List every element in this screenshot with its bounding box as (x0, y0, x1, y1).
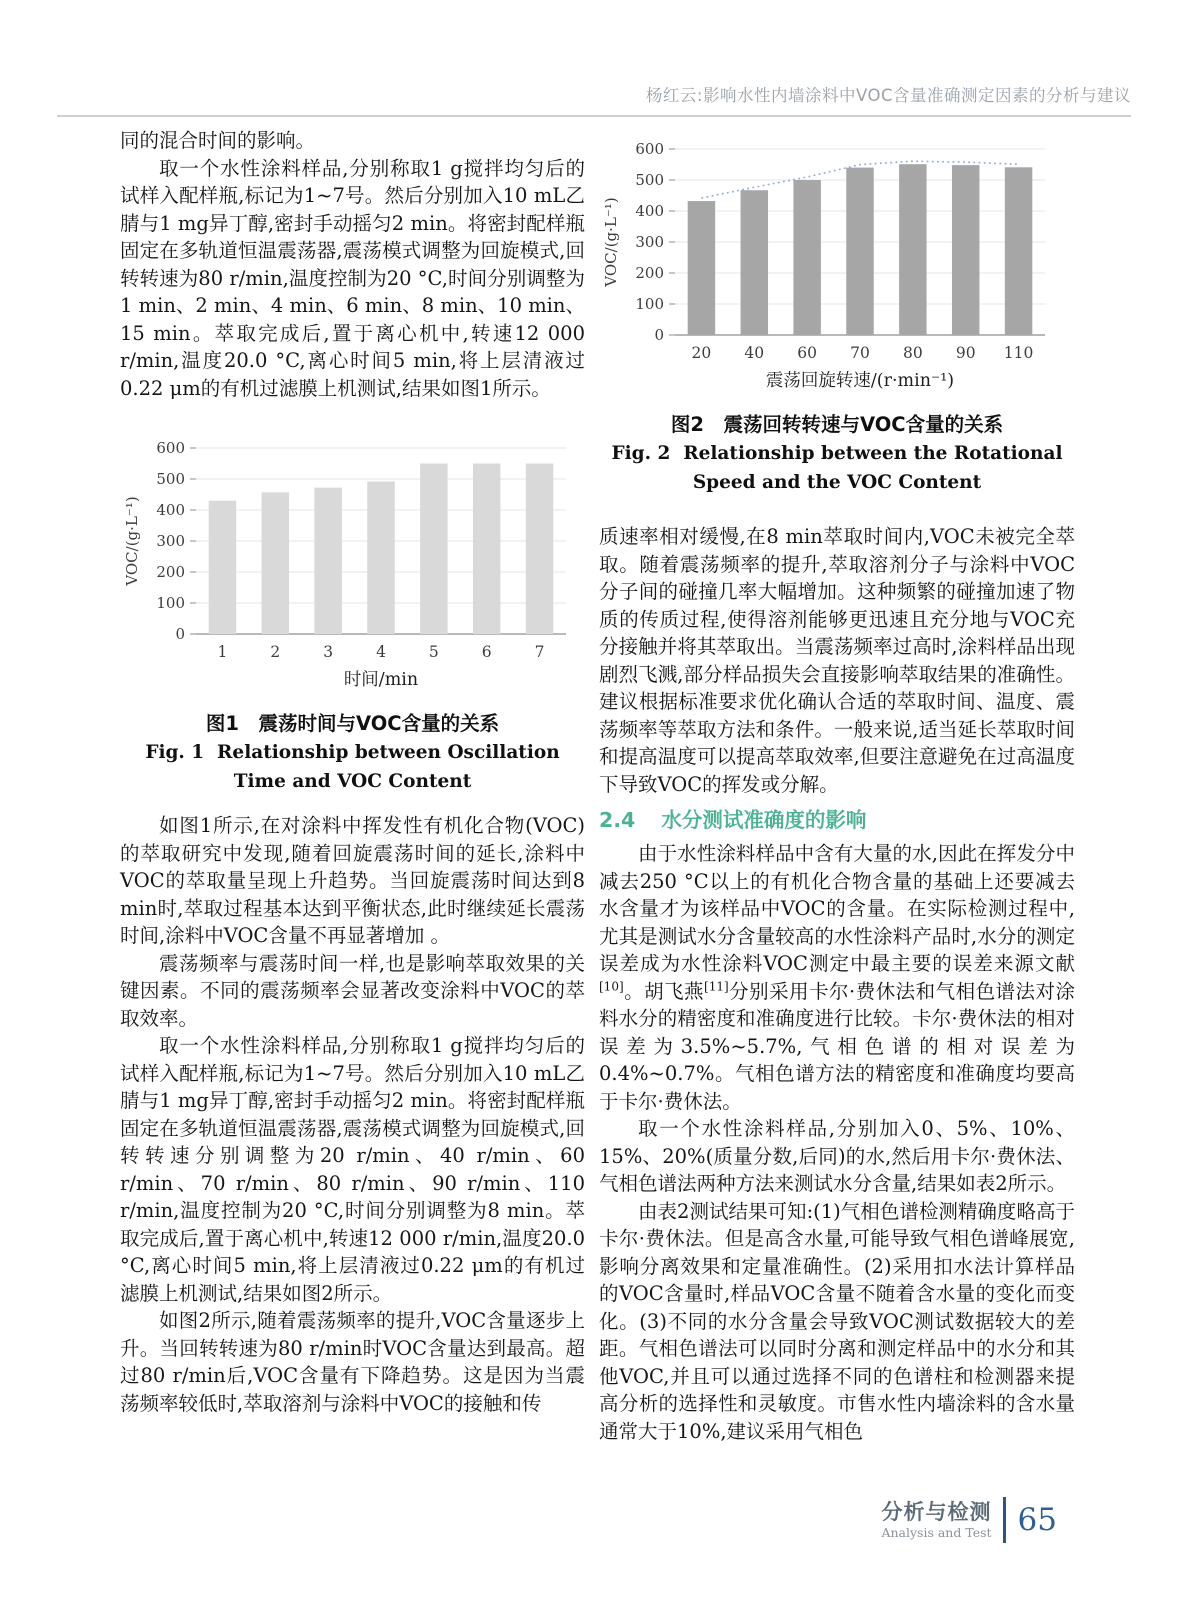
svg-text:300: 300 (635, 233, 664, 251)
svg-text:5: 5 (428, 643, 439, 661)
svg-text:200: 200 (635, 264, 664, 282)
svg-text:60: 60 (797, 344, 818, 362)
paragraph-continuation: 同的混合时间的影响。 (120, 129, 316, 152)
section-title: 水分测试准确度的影响 (661, 808, 867, 832)
svg-text:70: 70 (850, 344, 870, 362)
two-column-body (120, 127, 1075, 1445)
paragraph-text: 由于水性涂料样品中含有大量的水,因此在挥发分中减去250 °C以上的有机化合物含量的基础上还要减去水含量才为该样品中VOC的含量。在实际检测过程中,尤其是测试水分含量较高的水性涂料产品时,水分的测定误差成为水性涂料VOC测定中最主要的误差来源文献 (599, 842, 1075, 975)
svg-text:80: 80 (902, 344, 923, 362)
section-number: 2.4 (599, 808, 636, 832)
svg-text:500: 500 (635, 171, 664, 189)
svg-text:600: 600 (156, 439, 185, 457)
svg-text:3: 3 (323, 643, 334, 661)
page-number: 65 (1017, 1502, 1057, 1538)
journal-section-name (881, 1501, 991, 1540)
paragraph: 由表2测试结果可知:(1)气相色谱检测精确度略高于卡尔·费休法。但是高含水量,可能导致气相色谱峰展宽,影响分离效果和定量准确性。(2)采用扣水法计算样品的VOC含量时,样品VOC含量不随着含水量的变化而变化。(3)不同的水分含量会导致VOC测试数据较大的差距。气相色谱法可以同时分离和测定样品中的水分和其他VOC,并且可以通过选择不同的色谱柱和检测器来提高分析的选择性和灵敏度。市售水性内墙涂料的含水量通常大于10%,建议采用气相色 (599, 1199, 1075, 1443)
citation-ref-11: [11] (704, 979, 729, 993)
left-column (120, 127, 585, 1445)
svg-text:7: 7 (534, 643, 545, 661)
figure-2 (599, 135, 1075, 497)
figure-2-caption-zh: 图2 震荡回转转速与VOC含量的关系 (670, 413, 1004, 436)
paragraph: 如图2所示,随着震荡频率的提升,VOC含量逐步上升。当回转转速为80 r/min时VOC含量达到最高。超过80 r/min后,VOC含量有下降趋势。这是因为当震荡频率较低时,萃取溶剂与涂料中VOC的接触和传 (120, 1309, 585, 1415)
svg-text:1: 1 (217, 643, 228, 661)
svg-text:100: 100 (156, 594, 185, 612)
svg-text:VOC/(g·L⁻¹): VOC/(g·L⁻¹) (602, 197, 620, 287)
paragraph: 震荡频率与震荡时间一样,也是影响萃取效果的关键因素。不同的震荡频率会显著改变涂料中VOC的萃取效率。 (120, 951, 585, 1030)
right-column (599, 127, 1075, 1445)
svg-text:时间/min: 时间/min (343, 670, 419, 690)
figure-1 (120, 434, 585, 796)
page-footer (881, 1497, 1057, 1543)
paragraph-text: 分别采用卡尔·费休法和气相色谱法对涂料水分的精密度和准确度进行比较。卡尔·费休法的相对误差为3.5%~5.7%,气相色谱的相对误差为0.4%~0.7%。气相色谱方法的精密度和准确度均要高于卡尔·费休法。 (599, 979, 1075, 1113)
running-header (57, 82, 1131, 117)
svg-text:40: 40 (744, 344, 765, 362)
footer-divider (1003, 1497, 1006, 1543)
svg-text:20: 20 (691, 344, 712, 362)
section-heading-2-4 (599, 805, 1075, 835)
svg-text:110: 110 (1003, 344, 1034, 362)
svg-text:2: 2 (270, 643, 281, 661)
figure-2-caption (599, 409, 1075, 497)
svg-text:400: 400 (156, 501, 185, 519)
svg-text:400: 400 (635, 202, 664, 220)
paragraph: 取一个水性涂料样品,分别称取1 g搅拌均匀后的试样入配样瓶,标记为1~7号。然后分别加入10 mL乙腈与1 mg异丁醇,密封手动摇匀2 min。将密封配样瓶固定在多轨道恒温震荡器,震荡模式调整为回旋模式,回转转速为80 r/min,温度控制为20 °C,时间分别调整为1 min、2 min、4 min、6 min、8 min、10 min、15 min。萃取完成后,置于离心机中,转速12 000 r/min,温度20.0 °C,离心时间5 min,将上层清液过0.22 μm的有机过滤膜上机测试,结果如图1所示。 (120, 156, 585, 400)
paragraph-text: 。胡飞燕 (623, 979, 705, 1003)
figure-1-bar-chart (120, 434, 585, 700)
journal-section-name-en: Analysis and Test (881, 1524, 992, 1540)
citation-ref-10: [10] (599, 979, 624, 993)
svg-text:500: 500 (156, 470, 185, 488)
figure-1-caption-zh: 图1 震荡时间与VOC含量的关系 (205, 712, 500, 735)
svg-text:0: 0 (654, 326, 664, 344)
svg-text:200: 200 (156, 563, 185, 581)
paragraph: 取一个水性涂料样品,分别加入0、5%、10%、15%、20%(质量分数,后同)的水,然后用卡尔·费休法、气相色谱法两种方法来测试水分含量,结果如表2所示。 (599, 1117, 1075, 1195)
svg-text:90: 90 (955, 344, 976, 362)
paragraph-continuation: 质速率相对缓慢,在8 min萃取时间内,VOC未被完全萃取。随着震荡频率的提升,萃取溶剂分子与涂料中VOC分子间的碰撞几率大幅增加。这种频繁的碰撞加速了物质的传质过程,使得溶剂能够更迅速且充分地与VOC充分接触并将其萃取出。当震荡频率过高时,涂料样品出现剧烈飞溅,部分样品损失会直接影响萃取结果的准确性。建议根据标准要求优化确认合适的萃取时间、温度、震荡频率等萃取方法和条件。一般来说,适当延长萃取时间和提高温度可以提高萃取效率,但要注意避免在过高温度下导致VOC的挥发或分解。 (599, 525, 1075, 796)
svg-text:VOC/(g·L⁻¹): VOC/(g·L⁻¹) (123, 496, 141, 586)
svg-text:300: 300 (156, 532, 185, 550)
journal-section-name-zh: 分析与检测 (881, 1499, 992, 1524)
svg-text:0: 0 (175, 625, 185, 643)
figure-1-caption-en: Fig. 1 Relationship between Oscillation Time and VOC Content (145, 742, 560, 792)
svg-text:4: 4 (376, 643, 386, 661)
figure-2-caption-en: Fig. 2 Relationship between the Rotational Speed and the VOC Content (611, 443, 1063, 493)
running-header-text: 杨红云:影响水性内墙涂料中VOC含量准确测定因素的分析与建议 (645, 86, 1131, 105)
svg-text:震荡回旋转速/(r·min⁻¹): 震荡回旋转速/(r·min⁻¹) (765, 371, 955, 391)
svg-text:100: 100 (635, 295, 664, 313)
paragraph (599, 840, 1075, 1115)
figure-2-bar-chart (599, 135, 1075, 401)
paragraph: 如图1所示,在对涂料中挥发性有机化合物(VOC)的萃取研究中发现,随着回旋震荡时间的延长,涂料中VOC的萃取量呈现上升趋势。当回旋震荡时间达到8 min时,萃取过程基本达到平衡状态,此时继续延长震荡时间,涂料中VOC含量不再显著增加 。 (120, 814, 585, 947)
figure-1-caption (120, 708, 585, 796)
svg-text:6: 6 (481, 643, 492, 661)
svg-text:600: 600 (635, 140, 664, 158)
paragraph: 取一个水性涂料样品,分别称取1 g搅拌均匀后的试样入配样瓶,标记为1~7号。然后分别加入10 mL乙腈与1 mg异丁醇,密封手动摇匀2 min。将密封配样瓶固定在多轨道恒温震荡器,震荡模式调整为回旋模式,回转转速分别调整为20 r/min、40 r/min、60 r/min、70 r/min、80 r/min、90 r/min、110 r/min,温度控制为20 °C,时间分别调整为8 min。萃取完成后,置于离心机中,转速12 000 r/min,温度20.0 °C,离心时间5 min,将上层清液过0.22 μm的有机过滤膜上机测试,结果如图2所示。 (120, 1034, 585, 1305)
